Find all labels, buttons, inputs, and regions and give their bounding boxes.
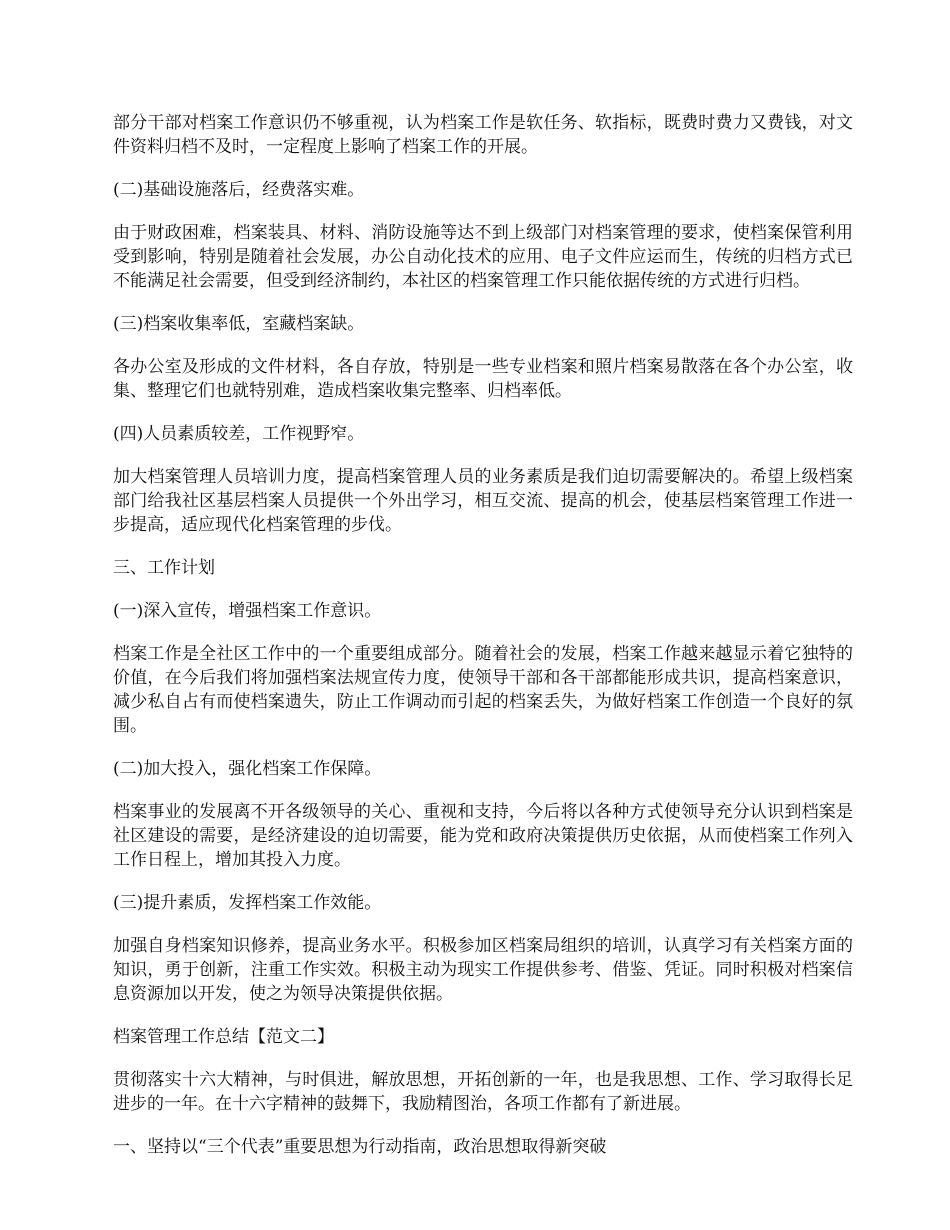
section-heading: (一)深入宣传，增强档案工作意识。: [113, 601, 382, 621]
section-heading: (三)提升素质，发挥档案工作效能。: [113, 893, 382, 913]
section-heading: (二)基础设施落后，经费落实难。: [113, 180, 365, 200]
section-heading: (三)档案收集率低，室藏档案缺。: [113, 314, 365, 334]
document-body: [113, 111, 853, 1178]
section-heading: (四)人员素质较差，工作视野窄。: [113, 424, 365, 444]
paragraph: 加强自身档案知识修养，提高业务水平。积极参加区档案局组织的培训，认真学习有关档案方面的知识，勇于创新，注重工作实效。积极主动为现实工作提供参考、借鉴、凭证。同时积极对档案信息资源加以开发，使之为领导决策提供依据。: [113, 936, 853, 1004]
section-heading: 三、工作计划: [113, 558, 215, 578]
paragraph: 档案事业的发展离不开各级领导的关心、重视和支持，今后将以各种方式使领导充分认识到档案是社区建设的需要，是经济建设的迫切需要，能为党和政府决策提供历史依据，从而使档案工作列入工作日程上，增加其投入力度。: [113, 802, 853, 870]
section-heading: 一、坚持以“三个代表”重要思想为行动指南，政治思想取得新突破: [113, 1137, 607, 1157]
paragraph: 部分干部对档案工作意识仍不够重视，认为档案工作是软任务、软指标，既费时费力又费钱，对文件资料归档不及时，一定程度上影响了档案工作的开展。: [113, 113, 853, 157]
paragraph: 各办公室及形成的文件材料，各自存放，特别是一些专业档案和照片档案易散落在各个办公室，收集、整理它们也就特别难，造成档案收集完整率、归档率低。: [113, 357, 853, 401]
document-title: 档案管理工作总结【范文二】: [113, 1027, 334, 1047]
paragraph: 档案工作是全社区工作中的一个重要组成部分。随着社会的发展，档案工作越来越显示着它独特的价值，在今后我们将加强档案法规宣传力度，使领导干部和各干部都能形成共识，提高档案意识，减少私自占有而使档案遗失，防止工作调动而引起的档案丢失，为做好档案工作创造一个良好的氛围。: [113, 644, 853, 736]
paragraph: 加大档案管理人员培训力度，提高档案管理人员的业务素质是我们迫切需要解决的。希望上级档案部门给我社区基层档案人员提供一个外出学习，相互交流、提高的机会，使基层档案管理工作进一步提高，适应现代化档案管理的步伐。: [113, 467, 853, 535]
paragraph: 由于财政困难，档案装具、材料、消防设施等达不到上级部门对档案管理的要求，使档案保管利用受到影响，特别是随着社会发展，办公自动化技术的应用、电子文件应运而生，传统的归档方式已不能满足社会需要，但受到经济制约，本社区的档案管理工作只能依据传统的方式进行归档。: [113, 223, 853, 291]
section-heading: (二)加大投入，强化档案工作保障。: [113, 759, 382, 779]
paragraph: 贯彻落实十六大精神，与时俱进，解放思想，开拓创新的一年，也是我思想、工作、学习取得长足进步的一年。在十六字精神的鼓舞下，我励精图治，各项工作都有了新进展。: [113, 1070, 853, 1114]
